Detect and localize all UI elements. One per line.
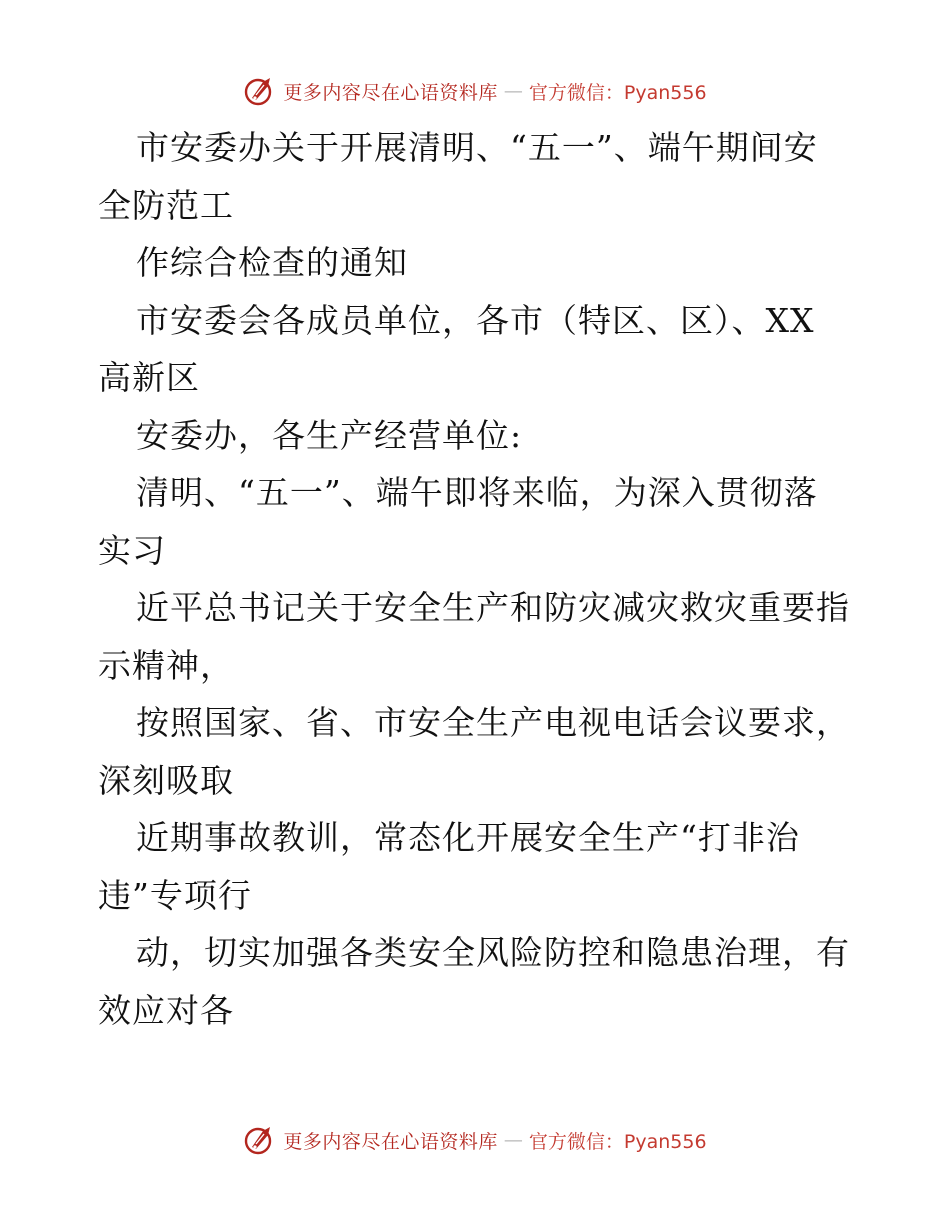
- text-line: 市安委会各成员单位，各市（特区、区）、XX: [136, 300, 815, 340]
- text-line: 按照国家、省、市安全生产电视电话会议要求，: [136, 703, 850, 742]
- text-line: 近平总书记关于安全生产和防灾减灾救灾重要指: [136, 588, 850, 627]
- footer-banner: [0, 1120, 950, 1160]
- text-line: 效应对各: [98, 990, 234, 1030]
- text-line: 动，切实加强各类安全风险防控和隐患治理，有: [136, 933, 850, 972]
- text-line: 实习: [98, 530, 166, 570]
- text-line: 高新区: [98, 358, 200, 397]
- text-line: 清明、“五一”、端午即将来临，为深入贯彻落: [136, 473, 818, 512]
- footer-banner-contact: 官方微信：Pyan556: [528, 1130, 707, 1153]
- header-banner-text: 更多内容尽在心语资料库: [283, 81, 498, 104]
- pen-nib-logo-icon: [243, 1123, 277, 1157]
- text-line: 全防范工: [98, 185, 234, 225]
- footer-banner-text: 更多内容尽在心语资料库: [283, 1130, 498, 1153]
- text-line: 市安委办关于开展清明、“五一”、端午期间安: [136, 128, 818, 167]
- header-banner-separator: —: [503, 80, 523, 102]
- text-line: 安委办，各生产经营单位:: [136, 415, 523, 455]
- text-line: 深刻吸取: [98, 760, 234, 800]
- text-line: 示精神，: [98, 645, 234, 685]
- text-line: 违”专项行: [98, 875, 252, 915]
- pen-nib-logo-icon: [243, 74, 277, 108]
- header-banner: [0, 71, 950, 111]
- footer-banner-separator: —: [503, 1129, 523, 1151]
- text-line: 作综合检查的通知: [136, 243, 408, 282]
- header-banner-contact: 官方微信：Pyan556: [528, 81, 707, 104]
- document-body: [98, 119, 858, 1039]
- text-line: 近期事故教训，常态化开展安全生产“打非治: [136, 818, 800, 857]
